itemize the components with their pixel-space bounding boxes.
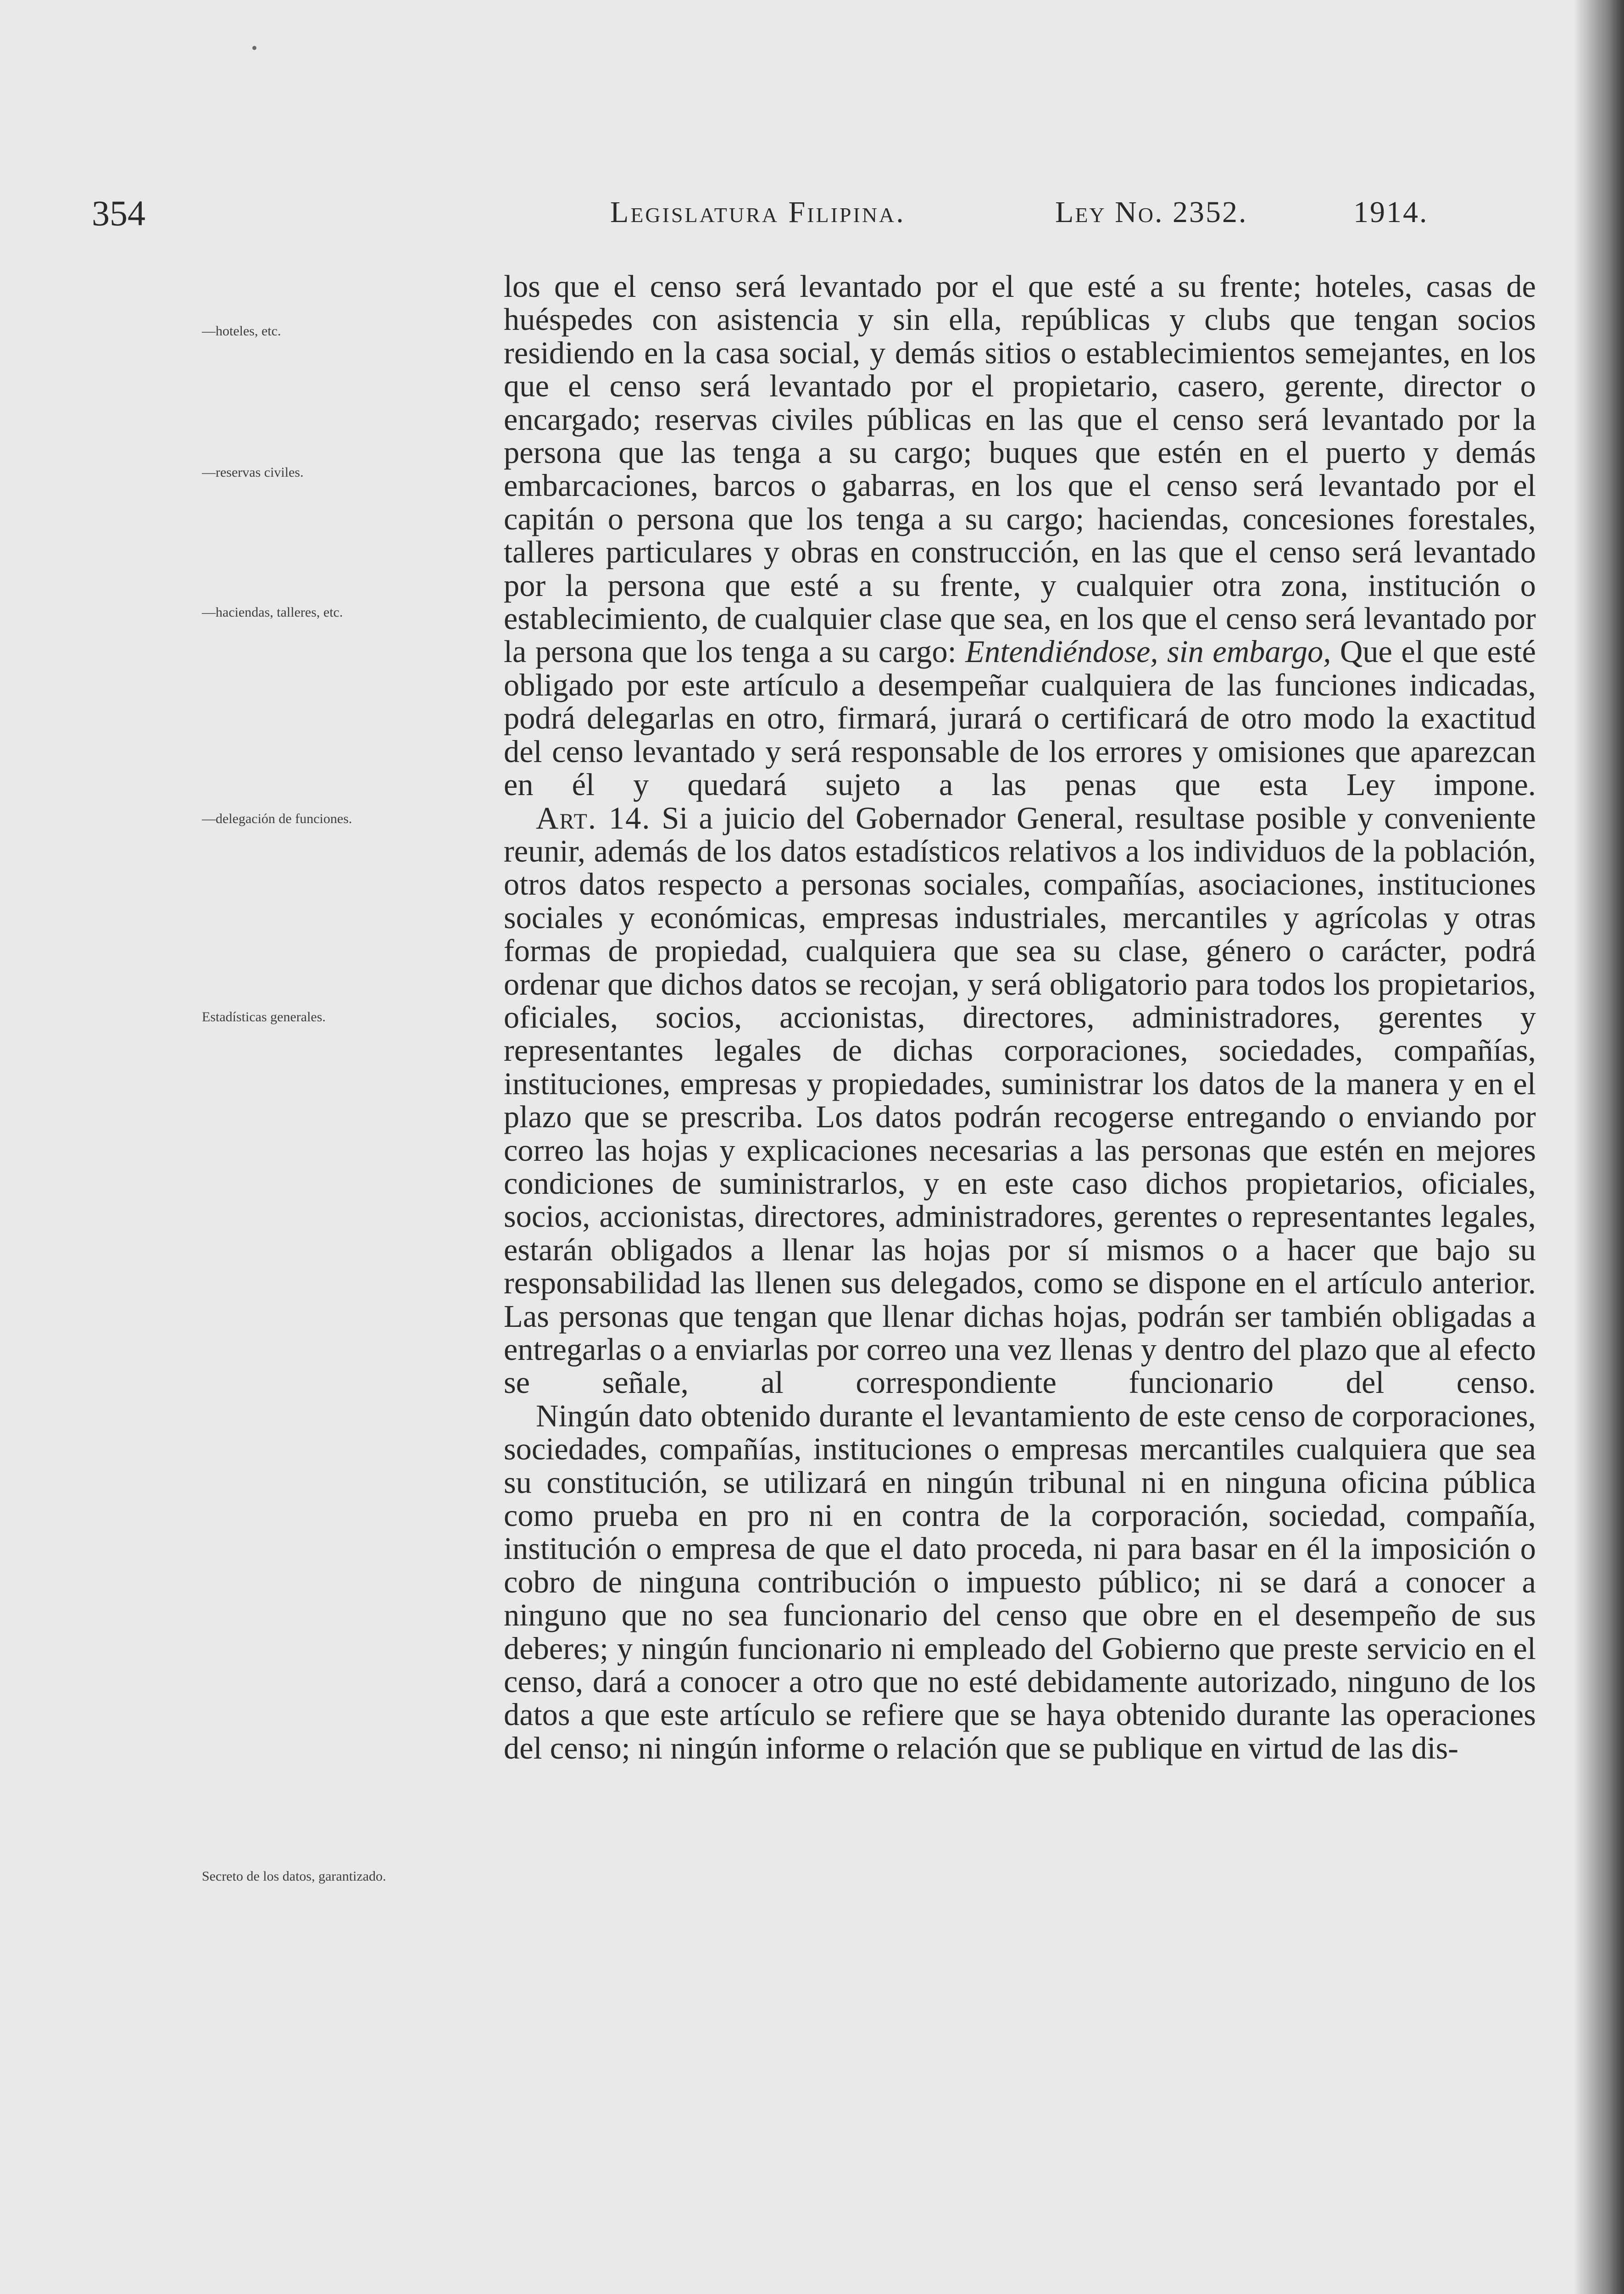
margin-note-haciendas: —haciendas, talleres, etc. xyxy=(202,605,343,620)
page-header xyxy=(0,184,1624,239)
paragraph-continuation xyxy=(504,270,1536,802)
proviso-italic: Entendiéndose, sin embargo, xyxy=(965,634,1331,669)
speck-top xyxy=(252,46,256,50)
secrecy-text: Ningún dato obtenido durante el levantamiento de este censo de corporaciones, sociedades, compañías, instituciones o empresas mercantiles cualquiera que sea su constitución, se utilizará en ningún tribunal ni en ninguna oficina pública como prueba en pro ni en contra de la corporación, sociedad, compañía, institución o empresa de que el dato proceda, ni para basar en él la imposición o cobro de ninguna contribución o impuesto público; ni se dará a conocer a ninguno que no sea funcionario del censo que obre en el desempeño de sus deberes; y ningún funcionario ni empleado del Gobierno que preste servicio en el censo, dará a conocer a otro que no esté debidamente autorizado, ninguno de los datos a que este artículo se refiere que se haya obtenido durante las operaciones del censo; ni ningún informe o relación que se publique en virtud de las dis- xyxy=(504,1398,1536,1765)
margin-note-hoteles: —hoteles, etc. xyxy=(202,323,281,339)
law-number: Ley No. 2352. xyxy=(1055,195,1248,229)
running-head: Legislatura Filipina. xyxy=(610,195,906,229)
article-14-paragraph xyxy=(504,802,1536,1399)
body-text xyxy=(504,270,1536,1765)
header-year: 1914. xyxy=(1353,195,1429,229)
margin-note-reservas: —reservas civiles. xyxy=(202,465,304,480)
paragraph-1-text: los que el censo será levantado por el que esté a su frente; hoteles, casas de huéspedes con asistencia y sin ella, repúblicas y clubs que tengan socios residiendo en la casa social, y demás sitios o establecimientos semejantes, en los que el censo será levantado por el propietario, casero, gerente, director o encargado; reservas civiles públicas en las que el censo será levantado por la persona que las tenga a su cargo; buques que estén en el puerto y demás embarcaciones, barcos o gabarras, en los que el censo será levantado por el capitán o persona que los tenga a su cargo; haciendas, concesiones forestales, talleres particulares y obras en construcción, en las que el censo será levantado por la persona que esté a su frente, y cualquier otra zona, institución o establecimiento, de cualquier clase que sea, en los que el censo será levantado por la persona que los tenga a su cargo: xyxy=(504,269,1536,669)
margin-note-secreto: Secreto de los datos, garantizado. xyxy=(202,1869,386,1884)
secrecy-paragraph xyxy=(504,1399,1536,1765)
article-14-label: Art. 14. xyxy=(536,800,651,835)
paragraph-1-proviso-text: Que el que esté obligado por este artículo a desempeñar cualquiera de las funciones indicadas, podrá delegarlas en otro, firmará, jurará o certificará de otro modo la exactitud del censo levantado y será responsable de los errores y omisiones que aparezcan en él y quedará sujeto a las penas que esta Ley impone. xyxy=(504,634,1536,802)
page-edge-shadow xyxy=(1574,0,1624,2294)
margin-note-delegacion: —delegación de funciones. xyxy=(202,811,352,826)
article-14-text: Si a juicio del Gobernador General, resultase posible y conveniente reunir, además de los datos estadísticos relativos a los individuos de la población, otros datos respecto a personas sociales, compañías, asociaciones, instituciones sociales y económicas, empresas industriales, mercantiles y agrícolas y otras formas de propiedad, cualquiera que sea su clase, género o carácter, podrá ordenar que dichos datos se recojan, y será obligatorio para todos los propietarios, oficiales, socios, accionistas, directores, administradores, gerentes y representantes legales de dichas corporaciones, sociedades, compañías, instituciones, empresas y propiedades, suministrar los datos de la manera y en el plazo que se prescriba. Los datos podrán recogerse entregando o enviando por correo las hojas y explicaciones necesarias a las personas que estén en mejores condiciones de suministrarlos, y en este caso dichos propietarios, oficiales, socios, accionistas, directores, administradores, gerentes o representantes legales, estarán obligados a llenar las hojas por sí mismos o a hacer que bajo su responsabilidad las llenen sus delegados, como se dispone en el artículo anterior. Las personas que tengan que llenar dichas hojas, podrán ser también obligadas a entregarlas o a enviarlas por correo una vez llenas y dentro del plazo que al efecto se señale, al correspondiente funcionario del censo. xyxy=(504,800,1536,1400)
margin-note-estadisticas: Estadísticas generales. xyxy=(202,1009,326,1025)
page-number: 354 xyxy=(92,193,145,233)
